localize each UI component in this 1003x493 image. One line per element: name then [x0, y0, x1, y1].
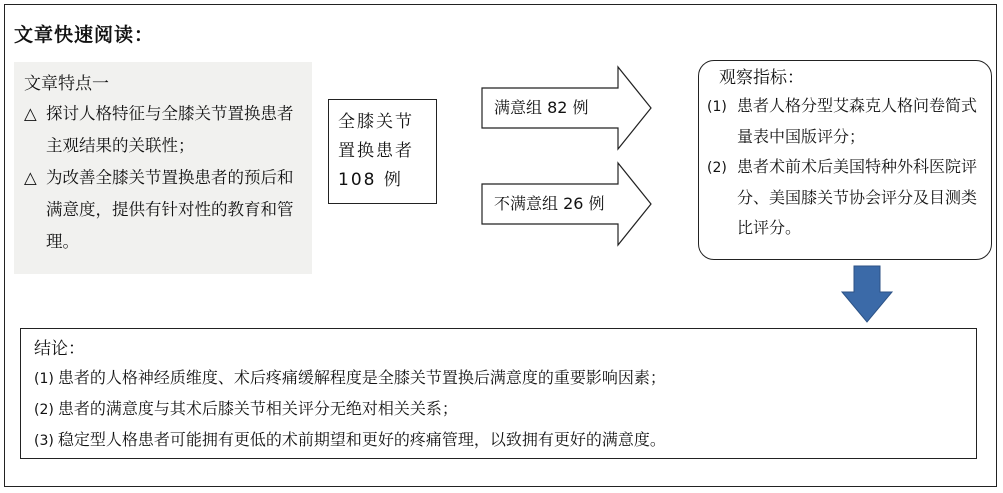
- triangle-bullet-icon: △: [24, 104, 37, 123]
- sample-line: 全膝关节: [338, 112, 414, 132]
- indicator-text: 患者人格分型艾森克人格问卷简式量表中国版评分；: [737, 96, 978, 146]
- sample-line: 置换患者: [338, 141, 414, 161]
- indicator-number: (2): [707, 160, 727, 176]
- conclusion-box: [20, 328, 977, 459]
- down-arrow-icon: [842, 266, 892, 322]
- conclusion-title: 结论：: [34, 339, 85, 359]
- feature-item-text: 探讨人格特征与全膝关节置换患者主观结果的关联性；: [46, 104, 294, 155]
- feature-item-text: 为改善全膝关节置换患者的预后和满意度，提供有针对性的教育和管理。: [46, 168, 294, 251]
- indicator-number: (1): [707, 99, 727, 115]
- conclusion-item: [34, 425, 976, 456]
- page-title: 文章快速阅读：: [14, 24, 155, 46]
- conclusion-item: [34, 394, 976, 425]
- conclusion-text: 稳定型人格患者可能拥有更低的术前期望和更好的疼痛管理，以致拥有更好的满意度。: [57, 430, 666, 449]
- indicators-title: 观察指标：: [719, 68, 804, 88]
- unsatisfied-group-label: 不满意组 26 例: [494, 194, 605, 213]
- conclusion-number: (3): [34, 433, 54, 449]
- indicators-box: [698, 60, 992, 260]
- conclusion-item: [34, 363, 976, 394]
- indicator-text: 患者术前术后美国特种外科医院评分、美国膝关节协会评分及目测类比评分。: [737, 157, 978, 237]
- satisfied-group-label: 满意组 82 例: [494, 98, 589, 117]
- conclusion-number: (1): [34, 371, 54, 387]
- conclusion-text: 患者的满意度与其术后膝关节相关评分无绝对相关关系；: [57, 399, 458, 418]
- indicator-item: [707, 152, 985, 243]
- triangle-bullet-icon: △: [24, 168, 37, 187]
- conclusion-number: (2): [34, 402, 54, 418]
- conclusion-text: 患者的人格神经质维度、术后疼痛缓解程度是全膝关节置换后满意度的重要影响因素；: [57, 368, 666, 387]
- features-title: 文章特点一: [24, 74, 109, 94]
- sample-count: 108 例: [338, 170, 403, 190]
- indicator-item: [707, 91, 985, 152]
